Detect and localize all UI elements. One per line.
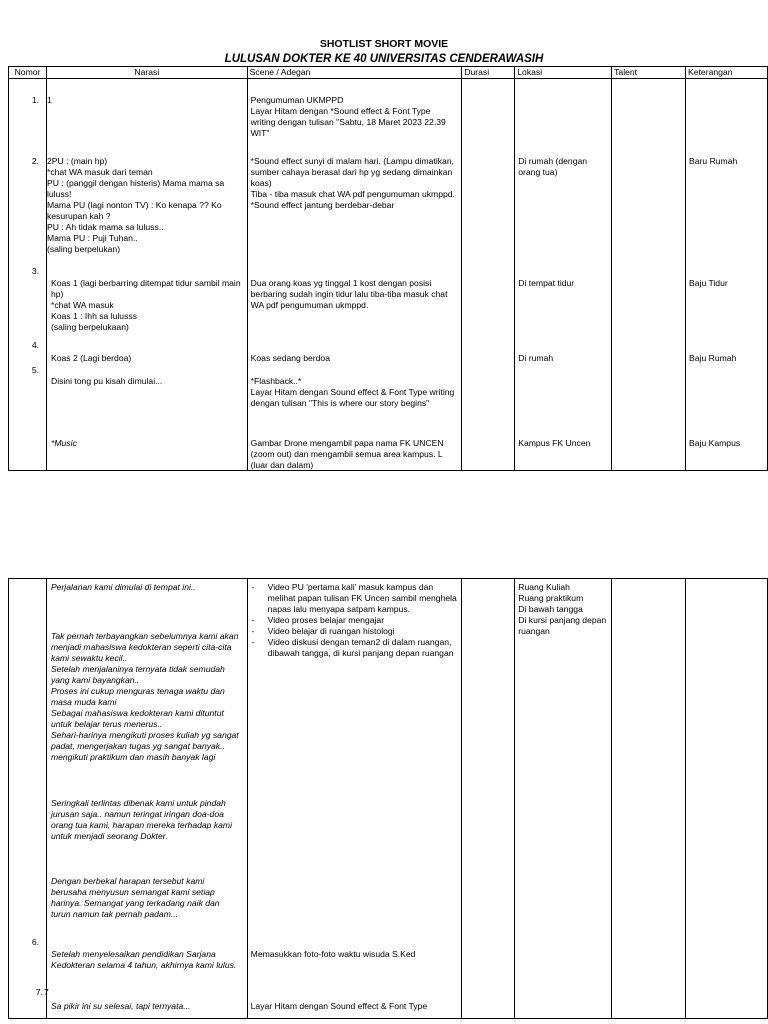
header-nomor: Nomor [9, 67, 47, 79]
keterangan-column [686, 579, 768, 1019]
row-number: 3. [31, 266, 39, 276]
scene-list [248, 582, 462, 659]
scene-list-item: - Video diskusi dengan teman2 di dalam ruangan, dibawah tangga, di kursi panjang depan ruangan [268, 637, 462, 659]
row-number: 4. [31, 340, 39, 350]
row-number: 7. [35, 987, 43, 997]
header-talent: Talent [612, 67, 686, 79]
narasi-text: 2PU : (main hp) *chat WA masuk dari teman PU : (panggil dengan histeris) Mama mama sa luluss! Mama PU (lagi nonton TV) : Ko kenapa ?? Ko kesurupan kah ? PU : Ah tidak mama sa luluss.. Mama PU : Puji Tuhan.. (saling berpelukan) [46, 156, 225, 254]
table-row [9, 579, 768, 1019]
shotlist-table-2 [8, 578, 768, 1019]
lokasi-text: Di rumah (dengan orang tua) [518, 156, 588, 177]
durasi-column [462, 579, 515, 1019]
lokasi-column [515, 579, 612, 1019]
scene-text: *Flashback..* Layar Hitam dengan Sound effect & Font Type writing dengan tulisan "This is where our story begins" [250, 376, 455, 408]
narasi-text: *Music [50, 438, 77, 448]
talent-column [612, 79, 686, 471]
scene-text: Pengumuman UKMPPD Layar Hitam dengan *Sound effect & Font Type writing dengan tulisan "Sabtu, 18 Maret 2023 22.39 WIT" [250, 95, 446, 138]
narasi-text: 1 [46, 95, 52, 105]
header-narasi: Narasi [46, 67, 247, 79]
scene-text: *Sound effect sunyi di malam hari. (Lampu dimatikan, sumber cahaya berasal dari hp yg sedang dimainkan koas) Tiba - tiba masuk chat WA pdf pengumuman ukmppd. *Sound effect jantung berdebar-debar [250, 156, 455, 210]
header-durasi: Durasi [462, 67, 515, 79]
lokasi-column [515, 79, 612, 471]
narasi-paragraph: Dengan berbekal harapan tersebut kami berusaha menyusun semangat kami setiap harinya. Semangat yang terkadang naik dan turun namun tak pernah padam... [50, 876, 220, 919]
keterangan-text: Baju Kampus [689, 438, 741, 448]
keterangan-text: Baju Tidur [689, 278, 728, 288]
header-lokasi: Lokasi [515, 67, 612, 79]
row-marker: 7 [43, 987, 49, 997]
narasi-paragraph: Perjalanan kami dimulai di tempat ini.. [50, 582, 196, 592]
scene-text: Dua orang koas yg tinggal 1 kost dengan posisi berbaring sudah ingin tidur lalu tiba-tiba masuk chat WA pdf pengumuman ukmppd. [250, 278, 448, 310]
table-row [9, 79, 768, 471]
nomor-column [9, 579, 47, 1019]
header-keterangan: Keterangan [686, 67, 768, 79]
lokasi-text: Di rumah [518, 353, 554, 363]
header-scene: Scene / Adegan [247, 67, 462, 79]
scene-text: Layar Hitam dengan Sound effect & Font Type [250, 1001, 428, 1011]
document-title: SHOTLIST SHORT MOVIE [319, 38, 449, 50]
narasi-paragraph: Tak pernah terbayangkan sebelumnya kami akan menjadi mahasiswa kedokteran seperti cita-cita kami sewaktu kecil.. Setelah menjalaninya ternyata tidak semudah yang kami bayangkan.. Proses ini cukup menguras tenaga waktu dan masa muda kami Sebagai mahasiswa kedokteran kami dituntut untuk belajar terus menerus.. Sehari-harinya mengikuti proses kuliah yg sangat padat, mengerjakan tugas yg sangat banyak.. mengikuti praktikum dan masih banyak lagi [50, 631, 239, 762]
row-number: 2. [31, 156, 39, 166]
document-subtitle: LULUSAN DOKTER KE 40 UNIVERSITAS CENDERAWASIH [224, 53, 544, 65]
narasi-text: Koas 2 (Lagi berdoa) [50, 353, 132, 363]
lokasi-text: Di tempat tidur [518, 278, 575, 288]
talent-column [612, 579, 686, 1019]
narasi-column [46, 79, 247, 471]
shotlist-table-1 [8, 66, 768, 471]
scene-list-item: - Video belajar di ruangan histologi [268, 626, 462, 637]
scene-list-item: - Video PU 'pertama kali' masuk kampus dan melihat papan tulisan FK Uncen sambil menghela napas lalu menyapa satpam kampus. [268, 582, 462, 615]
keterangan-column [686, 79, 768, 471]
lokasi-text: Kampus FK Uncen [518, 438, 591, 448]
scene-text: Gambar Drone mengambil papa nama FK UNCEN (zoom out) dan mengambil semua area kampus. L (luar dan dalam) [250, 438, 444, 470]
scene-column [247, 79, 462, 471]
narasi-text: Setelah menyelesaikan pendidikan Sarjana Kedokteran selama 4 tahun, akhirnya kami lulus. [50, 949, 237, 970]
narasi-text: Koas 1 (lagi berbarring ditempat tidur sambil main hp) *chat WA masuk Koas 1 : Ihh sa lulusss (saling berpelukaan) [50, 278, 241, 332]
narasi-column [43, 579, 247, 1019]
scene-text: Koas sedang berdoa [250, 353, 330, 363]
lokasi-text: Ruang Kuliah Ruang praktikum Di bawah tangga Di kursi panjang depan ruangan [518, 582, 607, 636]
row-number: 1. [31, 95, 39, 105]
scene-column [247, 579, 462, 1019]
row-number: 6. [31, 937, 39, 947]
nomor-column [9, 79, 47, 471]
scene-text: Memasukkan foto-foto waktu wisuda S.Ked [250, 949, 416, 959]
narasi-text: Disini tong pu kisah dimulai... [50, 376, 163, 386]
table-header-row [9, 67, 768, 79]
scene-list-item: - Video proses belajar mengajar [268, 615, 462, 626]
row-number: 5. [31, 365, 39, 375]
narasi-text: Sa pikir ini su selesai, tapi ternyata... [50, 1001, 191, 1011]
narasi-paragraph: Seringkali terlintas dibenak kami untuk pindah jurusan saja.. namun teringat iringan doa-doa orang tua kami, harapan mereka terhadap kami untuk menjadi seorang Dokter. [50, 798, 232, 841]
durasi-column [462, 79, 515, 471]
keterangan-text: Baru Rumah [689, 156, 738, 166]
keterangan-text: Baju Rumah [689, 353, 737, 363]
